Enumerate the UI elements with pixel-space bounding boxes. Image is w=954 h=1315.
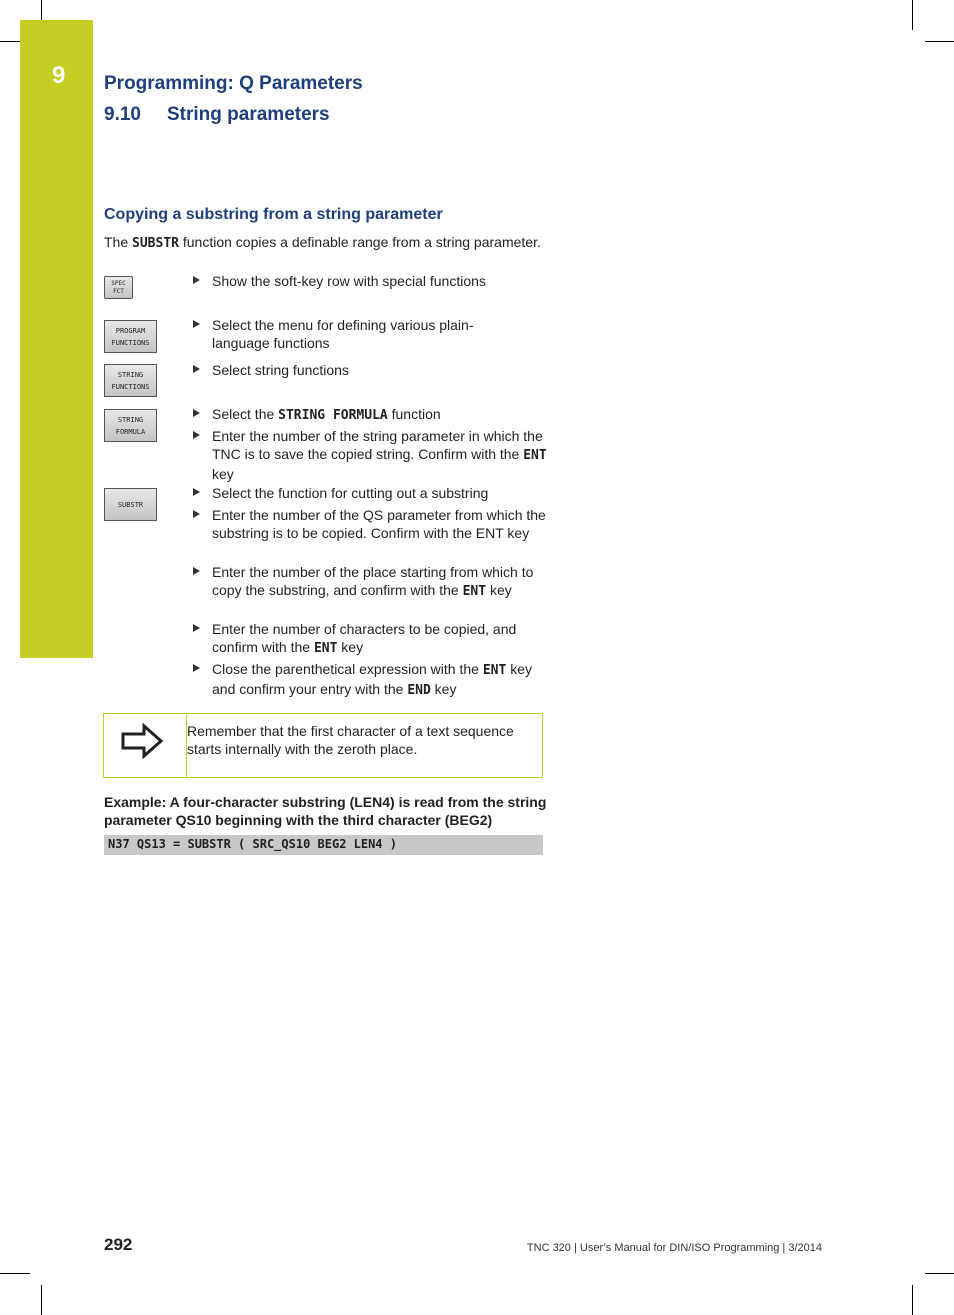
step-enter-target-parameter	[212, 427, 547, 483]
chapter-title: Programming: Q Parameters	[104, 73, 363, 94]
key-label: FUNCTIONS	[111, 382, 150, 391]
step-code: END	[407, 683, 431, 698]
step-select-string-functions: Select string functions	[212, 361, 547, 379]
step-code: STRING FORMULA	[278, 408, 388, 423]
step-select-string-formula	[212, 405, 547, 425]
crop-mark	[41, 1285, 42, 1315]
subsection-heading: Copying a substring from a string parameter	[104, 206, 443, 223]
example-heading: Example: A four-character substring (LEN4) is read from the string parameter QS10 beginning with the third character (BEG2)	[104, 794, 547, 828]
step-text: Close the parenthetical expression with the	[212, 661, 483, 677]
crop-mark	[0, 1273, 30, 1274]
note-text: Remember that the first character of a text sequence starts internally with the zeroth place.	[187, 723, 514, 757]
intro-paragraph	[104, 233, 544, 253]
crop-mark	[41, 0, 42, 20]
section-name: String parameters	[167, 104, 330, 125]
intro-text: function copies a definable range from a string parameter.	[178, 234, 541, 250]
chapter-number: 9	[52, 62, 66, 89]
intro-text: The	[104, 234, 133, 250]
note-box	[103, 713, 543, 778]
intro-code: SUBSTR	[132, 236, 179, 251]
step-text: key and confirm your entry with the	[212, 661, 532, 697]
step-text: key	[430, 681, 457, 697]
step-enter-start-place	[212, 563, 547, 601]
program-functions-softkey[interactable]	[104, 320, 157, 353]
code-line: N37 QS13 = SUBSTR ( SRC_QS10 BEG2 LEN4 )	[108, 837, 397, 851]
step-code: ENT	[482, 663, 507, 678]
key-label: FCT	[113, 287, 124, 295]
step-text: Enter the number of the string parameter in which the TNC is to save the copied string. Confirm with the	[212, 428, 543, 462]
step-text: Enter the number of characters to be copied, and confirm with the	[212, 621, 517, 655]
step-text: Enter the number of the place starting from which to copy the substring, and confirm with the	[212, 564, 534, 598]
key-label: STRING	[117, 415, 144, 424]
step-code: ENT	[462, 584, 487, 599]
key-label: SPEC	[111, 279, 126, 287]
step-close-expression	[212, 660, 547, 700]
crop-mark	[925, 41, 954, 42]
key-label: FORMULA	[115, 427, 146, 436]
step-enter-character-count	[212, 620, 547, 658]
spec-fct-key[interactable]	[104, 276, 133, 299]
section-title	[104, 104, 330, 126]
key-label: SUBSTR	[117, 500, 144, 509]
arrow-right-icon	[120, 722, 164, 765]
crop-mark	[912, 0, 913, 30]
step-text: Select the	[212, 406, 279, 422]
page-number: 292	[104, 1235, 133, 1254]
string-formula-softkey[interactable]	[104, 409, 157, 442]
step-text: key	[212, 466, 234, 482]
chapter-tab	[20, 20, 93, 658]
footer-text: TNC 320 | User’s Manual for DIN/ISO Programming | 3/2014	[526, 1242, 822, 1254]
code-example	[104, 835, 543, 855]
section-number: 9.10	[104, 104, 141, 125]
step-select-menu: Select the menu for defining various plain-language functions	[212, 316, 502, 352]
key-label: FUNCTIONS	[111, 338, 150, 347]
crop-mark	[912, 1285, 913, 1315]
key-label: STRING	[117, 370, 144, 379]
step-text: key	[337, 639, 364, 655]
step-code: ENT	[523, 448, 547, 463]
step-code: ENT	[313, 641, 338, 656]
step-show-softkey-row: Show the soft-key row with special functions	[212, 272, 547, 290]
string-functions-softkey[interactable]	[104, 364, 157, 397]
substr-softkey[interactable]	[104, 488, 157, 521]
step-enter-source-parameter: Enter the number of the QS parameter from which the substring is to be copied. Confirm with the ENT key	[212, 507, 546, 541]
crop-mark	[0, 41, 20, 42]
key-label: PROGRAM	[115, 326, 146, 335]
crop-mark	[925, 1273, 954, 1274]
step-text: function	[387, 406, 441, 422]
step-select-cut-function: Select the function for cutting out a substring	[212, 484, 547, 502]
step-text: key	[486, 582, 512, 598]
